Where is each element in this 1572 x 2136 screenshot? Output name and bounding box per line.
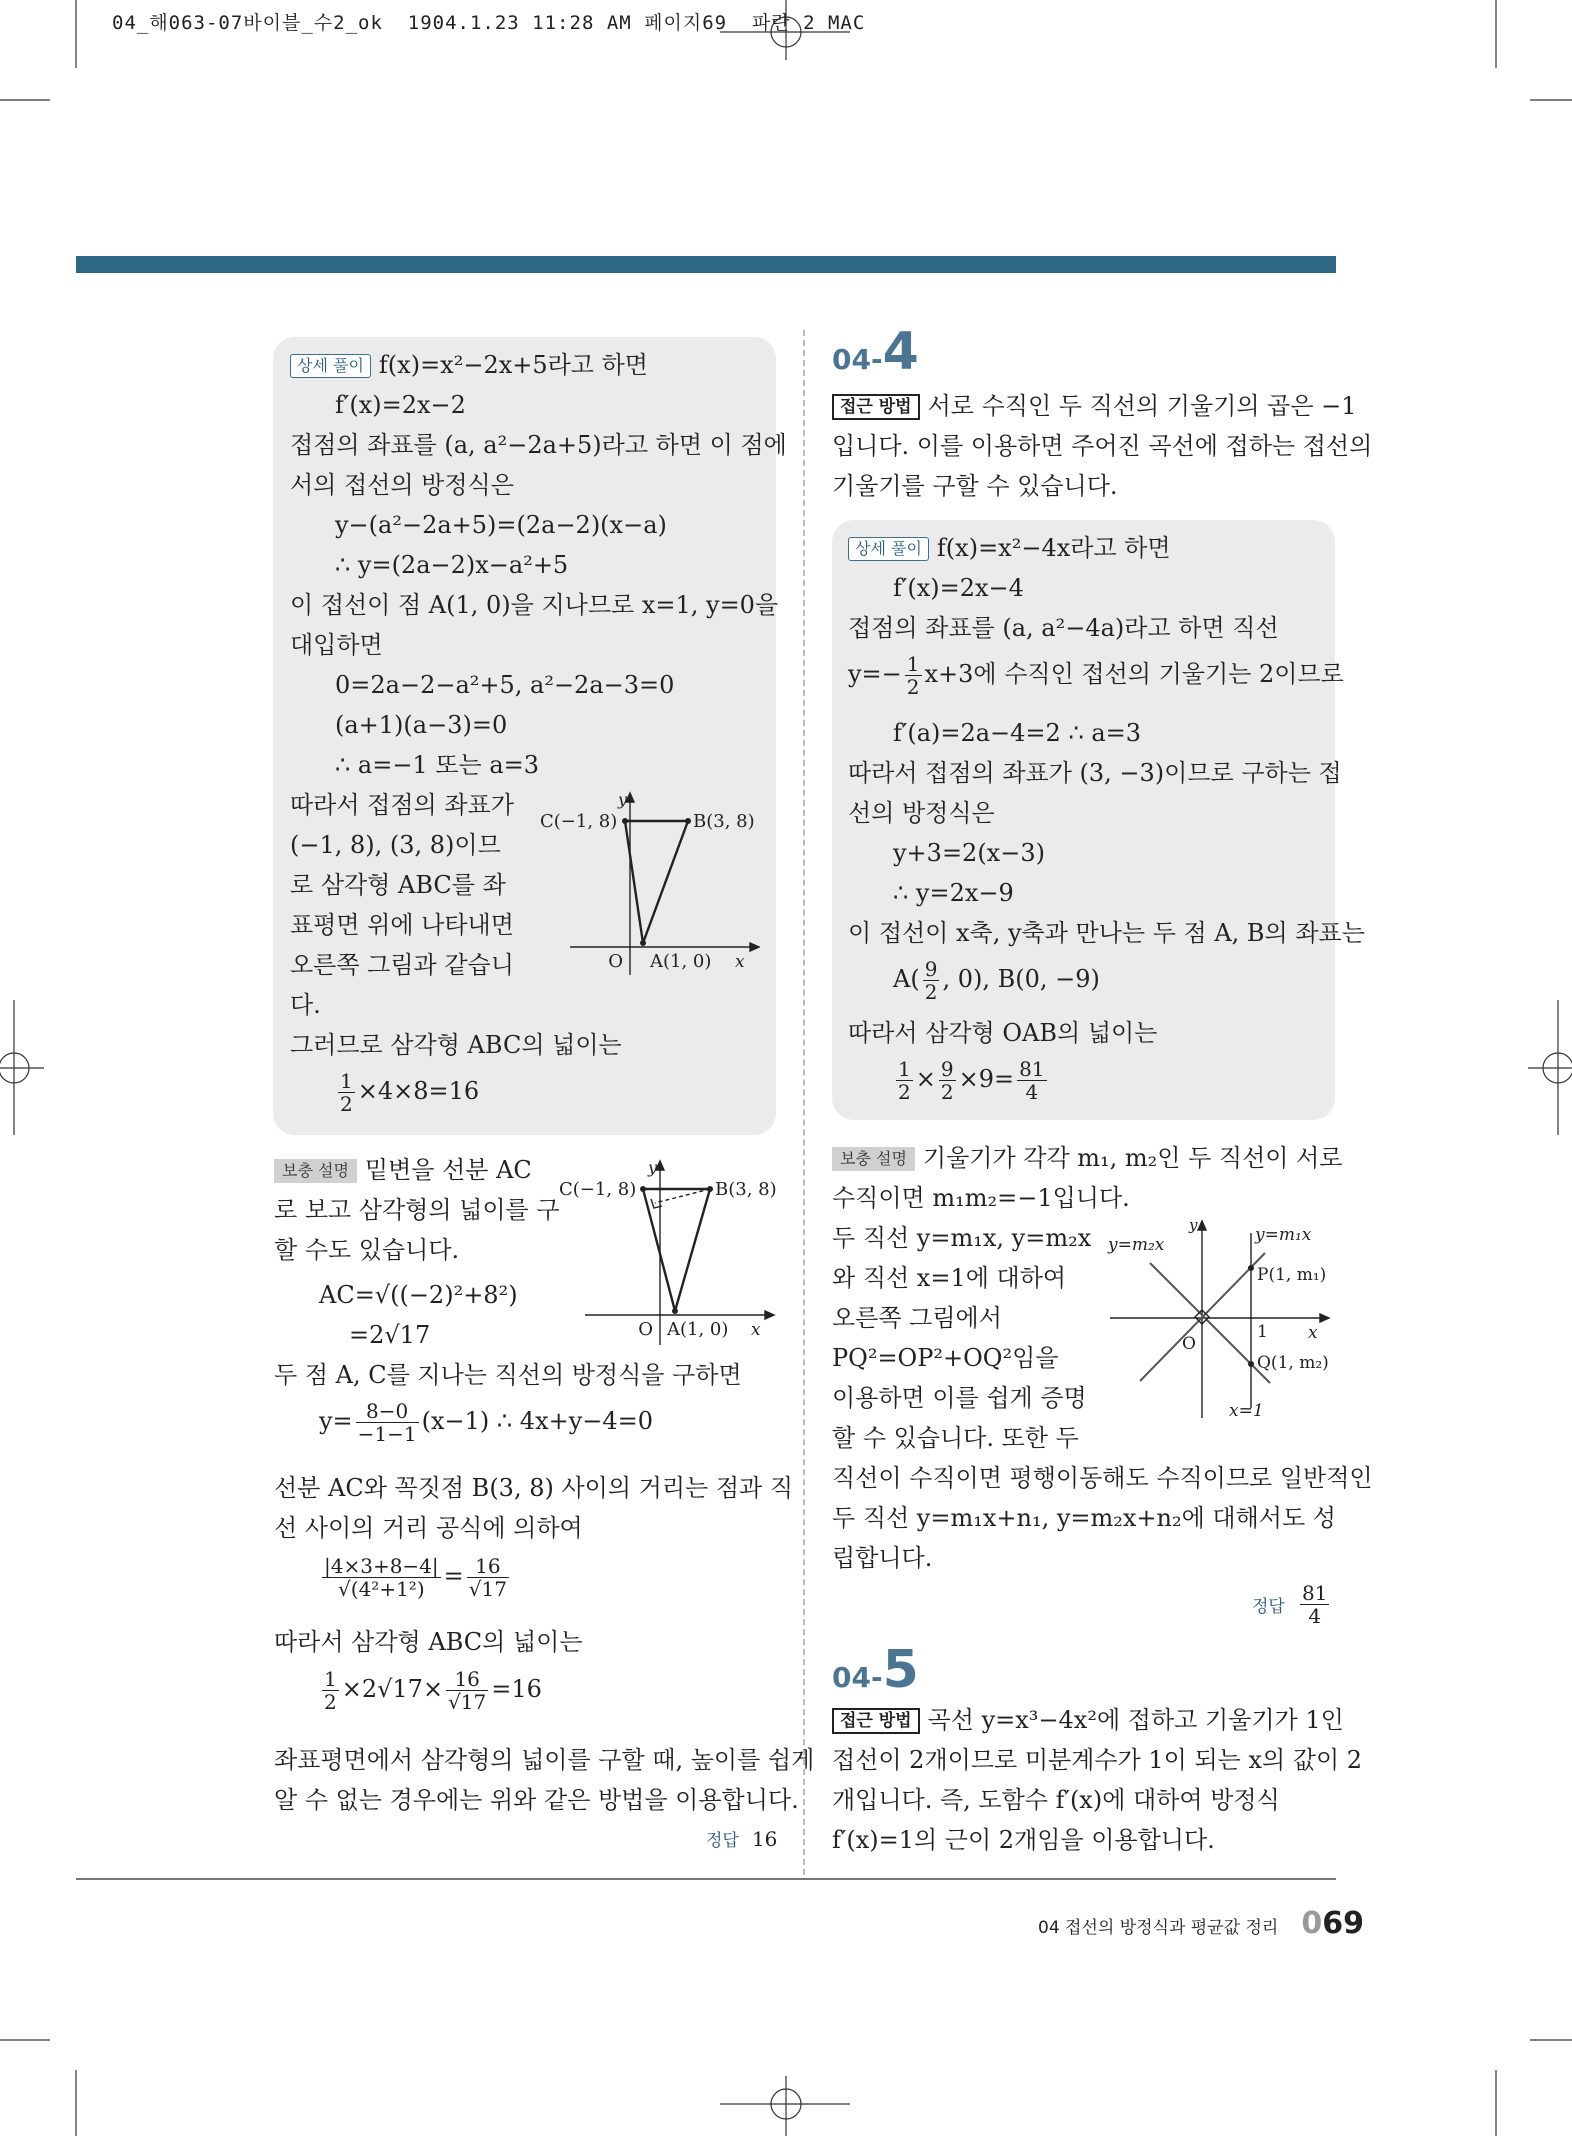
- triangle-abc-graph-2: [555, 1155, 780, 1345]
- extra-line: 직선이 수직이면 평행이동해도 수직이므로 일반적인: [832, 1464, 1373, 1492]
- closing-line: 좌표평면에서 삼각형의 넓이를 구할 때, 높이를 쉽게: [274, 1746, 815, 1774]
- detail-line: 이 접선이 x축, y축과 만나는 두 점 A, B의 좌표는: [848, 919, 1365, 947]
- x-axis-arrow: [750, 943, 759, 951]
- detail-solution-tag: 상세 풀이: [290, 354, 371, 378]
- point-b: [707, 1186, 713, 1192]
- y-axis-arrow: [1198, 1221, 1206, 1230]
- distance-equation: $\frac{|4\times 3+8-4|}{\text{√(4²+1²)}}$ = $\frac{16}{√17}$: [324, 1554, 507, 1601]
- fraction: $\frac{1}{2}$: [340, 1069, 353, 1116]
- extra-line: PQ²=OP²+OQ²임을: [832, 1344, 1059, 1372]
- fraction: $\frac{1}{2}$: [898, 1057, 911, 1104]
- x-axis-arrow: [765, 1311, 774, 1319]
- perpendicular-lines-graph: [1105, 1218, 1335, 1428]
- label-o: O: [1182, 1334, 1196, 1354]
- fraction: $\frac{81}{4}$: [1019, 1057, 1045, 1104]
- left-detail-solution: [290, 345, 787, 1135]
- label-o: O: [608, 951, 623, 972]
- answer-value: 16: [751, 1827, 778, 1851]
- answer-label: 정답: [1252, 1597, 1285, 1617]
- height-line: [655, 1189, 710, 1203]
- extra-line: 할 수 있습니다. 또한 두: [832, 1424, 1079, 1452]
- detail-line: ∴ y=(2a−2)x−a²+5: [335, 551, 569, 579]
- point-a: [672, 1308, 678, 1314]
- label-x: x: [1308, 1323, 1318, 1343]
- perpendicular-line: y=− $\frac{1}{2}$ x+3에 수직인 접선의 기울기는 2이므로: [848, 652, 1344, 699]
- section-04-5-number: 04-5: [832, 1640, 919, 1700]
- detail-line: 다.: [290, 991, 321, 1019]
- page-number: 069: [1301, 1906, 1365, 1941]
- label-b: B(3, 8): [693, 811, 755, 832]
- points-line: A( $\frac{9}{2}$ , 0), B(0, −9): [893, 957, 1100, 1004]
- detail-line: 서의 접선의 방정식은: [290, 471, 514, 499]
- header-bar: [76, 256, 1336, 273]
- extra-line: 와 직선 x=1에 대하여: [832, 1264, 1067, 1292]
- label-b: B(3, 8): [715, 1179, 777, 1200]
- y-axis-arrow: [626, 793, 634, 802]
- answer-label: 정답: [706, 1831, 739, 1851]
- fraction: $\frac{|4\times 3+8-4|}{\text{√(4²+1²)}}$: [324, 1554, 439, 1601]
- line-equation: y= $\frac{8-0}{-1-1}$ (x−1) ∴ 4x+y−4=0: [319, 1399, 654, 1446]
- label-y: y: [1189, 1218, 1198, 1234]
- extra-line: 따라서 삼각형 ABC의 넓이는: [274, 1628, 583, 1656]
- approach-first-line: 접근 방법 서로 수직인 두 직선의 기울기의 곱은 −1: [832, 386, 1357, 426]
- approach-line: 접선이 2개이므로 미분계수가 1이 되는 x의 값이 2: [832, 1746, 1363, 1774]
- detail-line: 접점의 좌표를 (a, a²−2a+5)라고 하면 이 점에: [290, 431, 787, 459]
- label-y-m2x: y=m₂x: [1108, 1235, 1165, 1255]
- fraction: $\frac{16}{√17}$: [448, 1667, 487, 1714]
- extra-explanation-tag: 보충 설명: [274, 1159, 357, 1183]
- point-q: [1248, 1361, 1254, 1367]
- approach-line: 개입니다. 즉, 도함수 f′(x)에 대하여 방정식: [832, 1786, 1280, 1814]
- extra-line: 립합니다.: [832, 1544, 933, 1572]
- label-o: O: [638, 1319, 653, 1340]
- page-footer: [1038, 1906, 1364, 1941]
- closing-line: 알 수 없는 경우에는 위와 같은 방법을 이용합니다.: [274, 1786, 799, 1814]
- chapter-title: 04 접선의 방정식과 평균값 정리: [1038, 1918, 1279, 1938]
- extra-line: 수직이면 m₁m₂=−1입니다.: [832, 1184, 1130, 1212]
- point-c: [622, 818, 628, 824]
- approach-first-line: 접근 방법 곡선 y=x³−4x²에 접하고 기울기가 1인: [832, 1700, 1344, 1740]
- extra-line: 할 수도 있습니다.: [274, 1236, 460, 1264]
- extra-line: 두 직선 y=m₁x+n₁, y=m₂x+n₂에 대해서도 성: [832, 1504, 1336, 1532]
- detail-line: ∴ a=−1 또는 a=3: [335, 751, 540, 779]
- point-a: [640, 940, 646, 946]
- label-y-m1x: y=m₁x: [1255, 1225, 1312, 1245]
- label-a: A(1, 0): [667, 1319, 729, 1340]
- detail-line: f′(x)=2x−2: [335, 391, 466, 419]
- detail-first-line: [290, 345, 648, 385]
- extra-line: 밑변을 선분 AC: [364, 1156, 532, 1184]
- label-p: P(1, m₁): [1257, 1265, 1327, 1285]
- fraction: $\frac{8-0}{-1-1}$: [357, 1399, 417, 1446]
- label-x: x: [735, 952, 745, 972]
- extra-line: 이용하면 이를 쉽게 증명: [832, 1384, 1087, 1412]
- column-divider: [803, 330, 805, 1875]
- side-ca: [625, 821, 643, 943]
- point-b: [685, 818, 691, 824]
- detail-first-line: 상세 풀이 f(x)=x²−4x라고 하면: [848, 528, 1171, 568]
- side-ab: [643, 821, 688, 943]
- label-one: 1: [1257, 1322, 1268, 1342]
- approach-line: f′(x)=1의 근이 2개임을 이용합니다.: [832, 1826, 1215, 1854]
- approach-tag: 접근 방법: [832, 394, 920, 420]
- area2-equation: $\frac{1}{2}$ ×2√17× $\frac{16}{√17}$ =16: [324, 1667, 542, 1714]
- detail-line: (−1, 8), (3, 8)이므: [290, 831, 501, 859]
- approach-tag: 접근 방법: [832, 1708, 920, 1734]
- triangle-abc-graph: [535, 785, 760, 975]
- x-axis-arrow: [1320, 1314, 1329, 1322]
- detail-line: y+3=2(x−3): [893, 839, 1045, 867]
- print-file-info: 04_해063-07바이블_수2_ok 1904.1.23 11:28 AM 페이지69 파란 2 MAC: [112, 12, 866, 34]
- detail-solution-tag: 상세 풀이: [848, 537, 929, 561]
- label-c: C(−1, 8): [540, 811, 618, 832]
- detail-line: 표평면 위에 나타내면: [290, 911, 514, 939]
- extra-line: 로 보고 삼각형의 넓이를 구: [274, 1196, 560, 1224]
- label-y: y: [647, 1158, 657, 1177]
- fraction: $\frac{1}{2}$: [324, 1667, 337, 1714]
- label-a: A(1, 0): [650, 951, 712, 972]
- extra-line: 두 직선 y=m₁x, y=m₂x: [832, 1224, 1092, 1252]
- detail-line: 접점의 좌표를 (a, a²−4a)라고 하면 직선: [848, 614, 1279, 642]
- y-axis-arrow: [656, 1161, 664, 1170]
- detail-line: (a+1)(a−3)=0: [335, 711, 508, 739]
- extra-first-line: 보충 설명 기울기가 각각 m₁, m₂인 두 직선이 서로: [832, 1138, 1342, 1178]
- right-detail-solution: [848, 528, 1365, 1118]
- fraction: $\frac{9}{2}$: [924, 957, 938, 1004]
- detail-line: 대입하면: [290, 631, 383, 659]
- detail-line: 따라서 접점의 좌표가 (3, −3)이므로 구하는 접: [848, 759, 1342, 787]
- extra-line: AC=√((−2)²+8²): [319, 1281, 518, 1309]
- section-04-4-number: 04-4: [832, 322, 919, 382]
- fraction: $\frac{16}{√17}$: [468, 1554, 507, 1601]
- extra-line: =2√17: [349, 1321, 431, 1349]
- answer-fraction: $\frac{81}{4}$: [1301, 1581, 1328, 1628]
- right-answer: [1252, 1582, 1332, 1627]
- side-ab: [675, 1189, 710, 1311]
- detail-line: f(x)=x²−2x+5라고 하면: [378, 351, 648, 379]
- label-x-eq-1: x=1: [1229, 1401, 1264, 1421]
- detail-line: 0=2a−2−a²+5, a²−2a−3=0: [335, 671, 675, 699]
- detail-line: 그러므로 삼각형 ABC의 넓이는: [290, 1031, 622, 1059]
- extra-line: 선분 AC와 꼭짓점 B(3, 8) 사이의 거리는 점과 직: [274, 1474, 794, 1502]
- detail-line: 이 접선이 점 A(1, 0)을 지나므로 x=1, y=0을: [290, 591, 779, 619]
- area-equation: $\frac{1}{2}$ ×4×8=16: [340, 1069, 480, 1116]
- label-q: Q(1, m₂): [1257, 1353, 1329, 1373]
- detail-line: f′(x)=2x−4: [893, 574, 1024, 602]
- detail-line: 따라서 접점의 좌표가: [290, 791, 514, 819]
- approach-line: 입니다. 이를 이용하면 주어진 곡선에 접하는 접선의: [832, 432, 1373, 460]
- label-y: y: [617, 790, 627, 809]
- detail-line: f′(a)=2a−4=2 ∴ a=3: [893, 719, 1142, 747]
- extra-first-line: [274, 1150, 532, 1190]
- fraction: $\frac{9}{2}$: [940, 1057, 954, 1104]
- extra-line: 오른쪽 그림에서: [832, 1304, 1002, 1332]
- footer-rule: [76, 1878, 1336, 1880]
- point-c: [640, 1186, 646, 1192]
- extra-explanation-tag: 보충 설명: [832, 1147, 915, 1171]
- extra-line: 선 사이의 거리 공식에 의하여: [274, 1514, 583, 1542]
- label-c: C(−1, 8): [559, 1179, 637, 1200]
- detail-line: 따라서 삼각형 OAB의 넓이는: [848, 1019, 1158, 1047]
- detail-line: 로 삼각형 ABC를 좌: [290, 871, 506, 899]
- detail-line: ∴ y=2x−9: [893, 879, 1014, 907]
- approach-line: 기울기를 구할 수 있습니다.: [832, 472, 1118, 500]
- detail-line: 선의 방정식은: [848, 799, 995, 827]
- extra-line: 두 점 A, C를 지나는 직선의 방정식을 구하면: [274, 1361, 742, 1389]
- label-x: x: [751, 1320, 761, 1340]
- point-p: [1248, 1265, 1254, 1271]
- detail-line: y−(a²−2a+5)=(2a−2)(x−a): [335, 511, 667, 539]
- fraction: $\frac{1}{2}$: [906, 652, 920, 699]
- left-answer: [706, 1826, 777, 1851]
- detail-line: 오른쪽 그림과 같습니: [290, 951, 514, 979]
- area-equation: $\frac{1}{2}$ × $\frac{9}{2}$ ×9= $\frac{81}{4}$: [898, 1057, 1045, 1104]
